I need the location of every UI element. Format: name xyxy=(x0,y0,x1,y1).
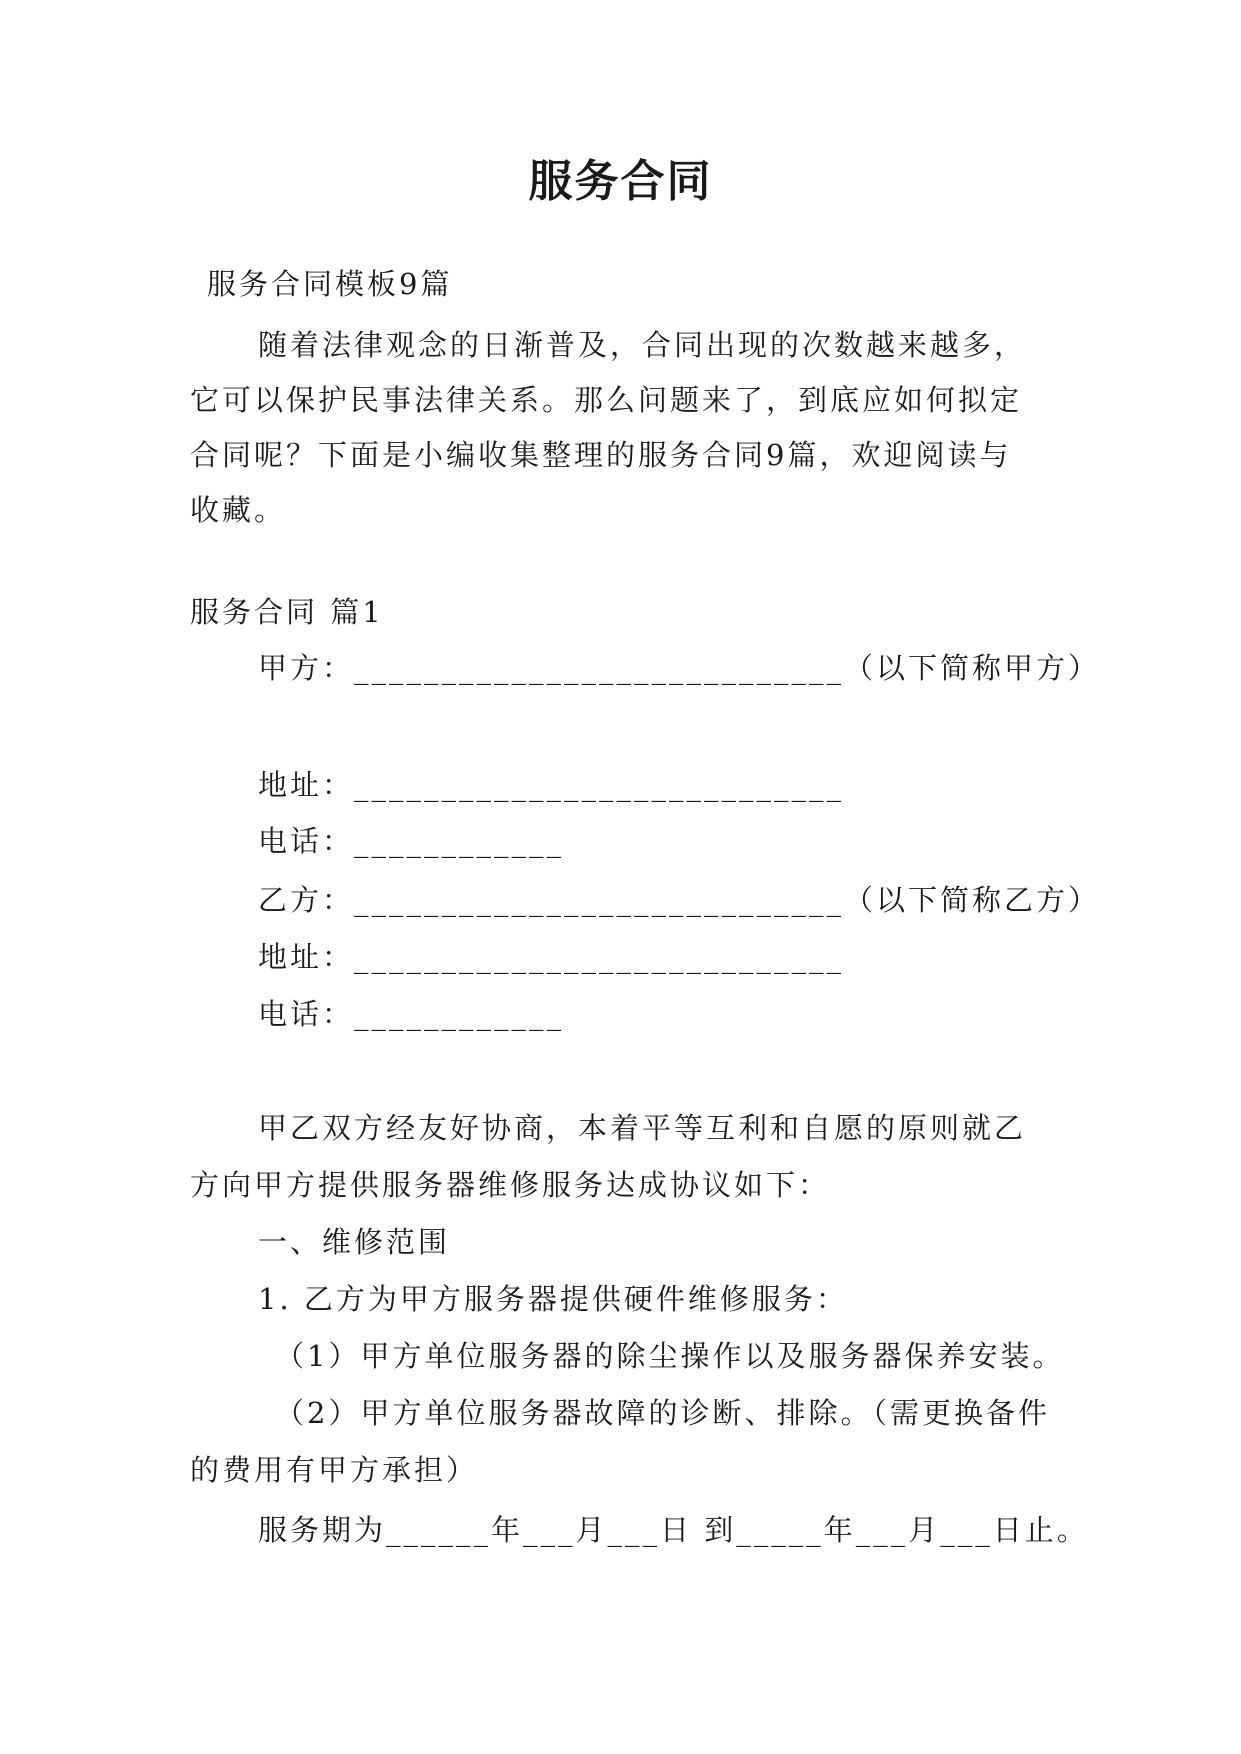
scope-item-1: 1. 乙方为甲方服务器提供硬件维修服务： xyxy=(258,1282,848,1316)
intro-line-1: 随着法律观念的日渐普及，合同出现的次数越来越多， xyxy=(258,328,1027,362)
intro-line-3: 合同呢？下面是小编收集整理的服务合同9篇，欢迎阅读与 xyxy=(190,438,1012,472)
scope-item-1-2-line-1: （2）甲方单位服务器故障的诊断、排除。（需更换备件 xyxy=(275,1396,1050,1430)
section-heading: 服务合同 篇1 xyxy=(190,595,384,629)
document-title: 服务合同 xyxy=(528,156,713,207)
party-a-address: 地址：____________________________ xyxy=(258,768,845,802)
scope-item-1-1: （1）甲方单位服务器的除尘操作以及服务器保养安装。 xyxy=(275,1339,1065,1373)
party-b-address: 地址：____________________________ xyxy=(258,940,845,974)
document-subtitle: 服务合同模板9篇 xyxy=(207,267,453,301)
party-b-label: 乙方：____________________________（以下简称乙方） xyxy=(258,883,1101,917)
scope-heading: 一、维修范围 xyxy=(258,1225,451,1259)
party-a-label: 甲方：____________________________（以下简称甲方） xyxy=(258,651,1101,685)
intro-line-4: 收藏。 xyxy=(190,493,287,527)
agreement-line-2: 方向甲方提供服务器维修服务达成协议如下： xyxy=(190,1168,831,1202)
party-a-phone: 电话：____________ xyxy=(258,824,565,858)
party-b-phone: 电话：____________ xyxy=(258,997,565,1031)
agreement-line-1: 甲乙双方经友好协商，本着平等互利和自愿的原则就乙 xyxy=(258,1111,1027,1145)
intro-line-2: 它可以保护民事法律关系。那么问题来了，到底应如何拟定 xyxy=(190,383,1023,417)
service-period: 服务期为______年___月___日 到_____年___月___日止。 xyxy=(258,1513,1089,1547)
scope-item-1-2-line-2: 的费用有甲方承担） xyxy=(190,1453,479,1487)
